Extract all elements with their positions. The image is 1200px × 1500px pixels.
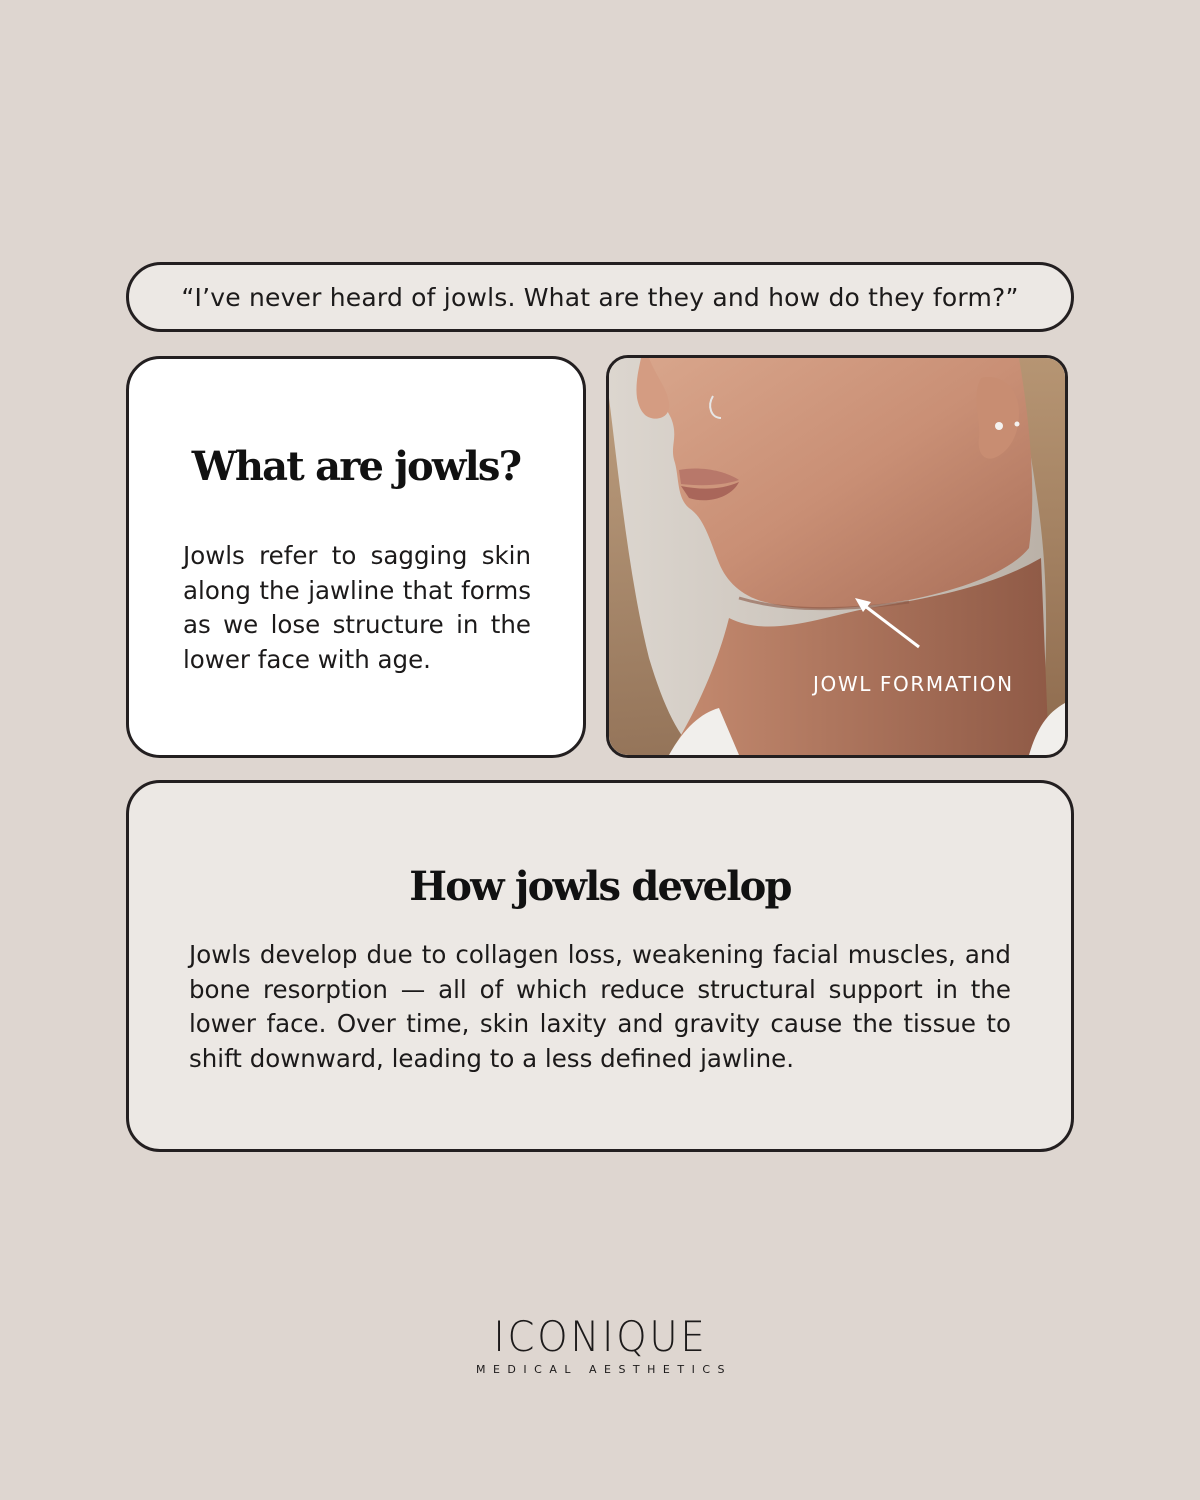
- brand-tagline: MEDICAL AESTHETICS: [475, 1363, 732, 1376]
- how-jowls-develop-card: [126, 780, 1074, 1152]
- question-pill: [126, 262, 1074, 332]
- jowl-photo: [606, 355, 1068, 758]
- question-text: “I’ve never heard of jowls. What are they and how do they form?”: [181, 282, 1019, 312]
- brand-name: ICONIQUE: [492, 1312, 708, 1361]
- brand-logo: [0, 1312, 1200, 1376]
- what-are-jowls-card: [126, 356, 586, 758]
- what-are-jowls-body: Jowls refer to sagging skin along the jawline that forms as we lose structure in the lower face with age.: [183, 541, 531, 674]
- jowl-formation-label: JOWL FORMATION: [813, 672, 1014, 696]
- what-are-jowls-title: What are jowls?: [191, 443, 521, 490]
- how-jowls-develop-body: Jowls develop due to collagen loss, weakening facial muscles, and bone resorption — all of which reduce structural support in the lower face. Over time, skin laxity and gravity cause the tissue to shift downward, leading to a less defined jawline.: [189, 940, 1011, 1073]
- how-jowls-develop-title: How jowls develop: [409, 863, 791, 910]
